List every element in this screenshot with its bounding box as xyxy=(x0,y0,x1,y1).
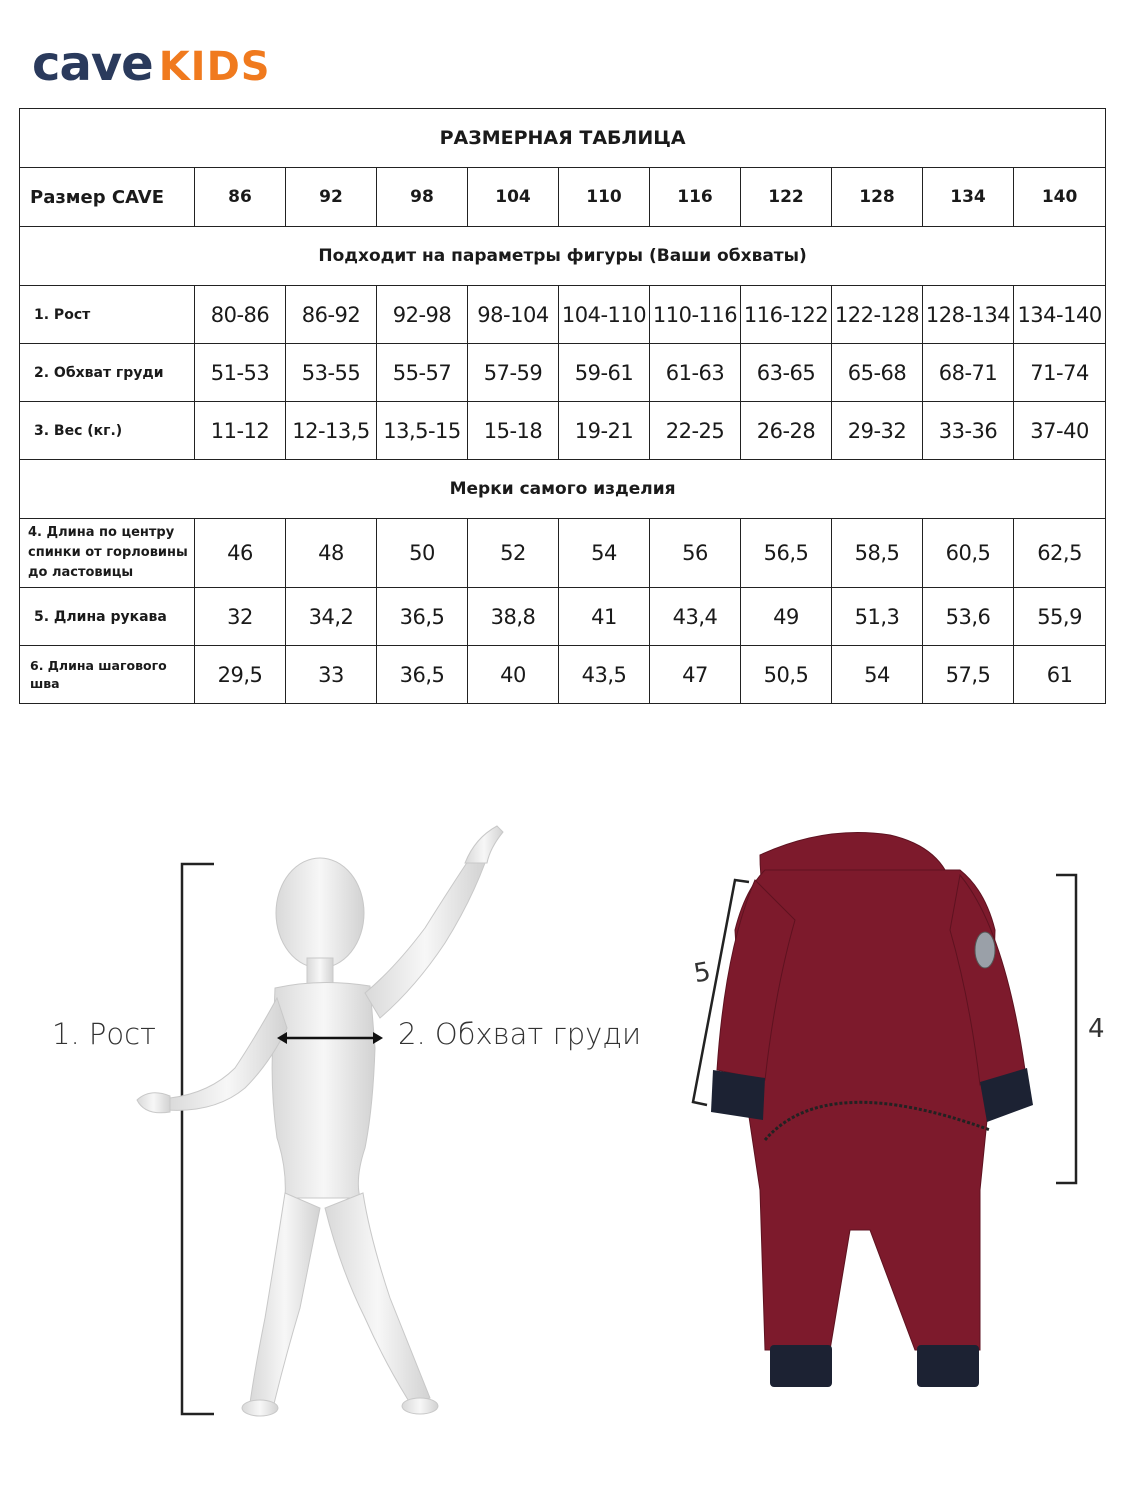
table-cell: 116-122 xyxy=(741,286,832,344)
table-cell: 59-61 xyxy=(559,344,650,402)
table-cell: 63-65 xyxy=(741,344,832,402)
table-cell: 110-116 xyxy=(650,286,741,344)
section-row xyxy=(20,227,1106,286)
table-cell: 46 xyxy=(195,519,286,588)
size-header-cell: 110 xyxy=(559,168,650,227)
table-cell: 52 xyxy=(468,519,559,588)
size-header-cell: 86 xyxy=(195,168,286,227)
mannequin-image xyxy=(125,818,515,1418)
table-row xyxy=(20,519,1106,588)
table-cell: 86-92 xyxy=(286,286,377,344)
table-cell: 62,5 xyxy=(1014,519,1106,588)
section-row xyxy=(20,460,1106,519)
back-length-number: 4 xyxy=(1088,1014,1105,1044)
table-cell: 98-104 xyxy=(468,286,559,344)
table-cell: 47 xyxy=(650,646,741,704)
size-label: Размер CAVE xyxy=(20,168,195,227)
table-cell: 56 xyxy=(650,519,741,588)
table-cell: 58,5 xyxy=(832,519,923,588)
table-cell: 13,5-15 xyxy=(377,402,468,460)
table-row xyxy=(20,344,1106,402)
size-header-cell: 134 xyxy=(923,168,1014,227)
table-cell: 26-28 xyxy=(741,402,832,460)
table-cell: 61 xyxy=(1014,646,1106,704)
table-cell: 50 xyxy=(377,519,468,588)
table-cell: 29-32 xyxy=(832,402,923,460)
table-cell: 57,5 xyxy=(923,646,1014,704)
section-heading: Мерки самого изделия xyxy=(20,460,1106,519)
table-cell: 37-40 xyxy=(1014,402,1106,460)
row-label: 6. Длина шагового шва xyxy=(20,646,195,704)
table-cell: 22-25 xyxy=(650,402,741,460)
table-cell: 57-59 xyxy=(468,344,559,402)
row-label: 2. Обхват груди xyxy=(20,344,195,402)
table-cell: 68-71 xyxy=(923,344,1014,402)
table-title-row xyxy=(20,109,1106,168)
back-length-bracket xyxy=(1052,872,1082,1187)
table-cell: 11-12 xyxy=(195,402,286,460)
figure-area xyxy=(0,800,1125,1450)
table-cell: 49 xyxy=(741,588,832,646)
table-cell: 33-36 xyxy=(923,402,1014,460)
table-cell: 36,5 xyxy=(377,588,468,646)
size-header-cell: 140 xyxy=(1014,168,1106,227)
table-cell: 29,5 xyxy=(195,646,286,704)
table-cell: 53-55 xyxy=(286,344,377,402)
logo-kids-text: KIDS xyxy=(158,44,271,90)
size-header-row xyxy=(20,168,1106,227)
table-cell: 71-74 xyxy=(1014,344,1106,402)
table-cell: 12-13,5 xyxy=(286,402,377,460)
row-label: 5. Длина рукава xyxy=(20,588,195,646)
table-row xyxy=(20,588,1106,646)
table-cell: 36,5 xyxy=(377,646,468,704)
table-cell: 65-68 xyxy=(832,344,923,402)
table-row xyxy=(20,286,1106,344)
table-cell: 54 xyxy=(559,519,650,588)
table-cell: 53,6 xyxy=(923,588,1014,646)
sleeve-number: 5 xyxy=(691,956,714,990)
logo-cave-text: cave xyxy=(32,36,153,92)
table-cell: 128-134 xyxy=(923,286,1014,344)
table-cell: 43,5 xyxy=(559,646,650,704)
size-header-cell: 122 xyxy=(741,168,832,227)
size-header-cell: 104 xyxy=(468,168,559,227)
table-cell: 134-140 xyxy=(1014,286,1106,344)
table-cell: 51-53 xyxy=(195,344,286,402)
table-cell: 60,5 xyxy=(923,519,1014,588)
table-cell: 40 xyxy=(468,646,559,704)
size-header-cell: 98 xyxy=(377,168,468,227)
row-label: 4. Длина по центру спинки от горловины до ластовицы xyxy=(20,519,195,588)
table-cell: 38,8 xyxy=(468,588,559,646)
table-cell: 32 xyxy=(195,588,286,646)
table-title: РАЗМЕРНАЯ ТАБЛИЦА xyxy=(20,109,1106,168)
table-cell: 50,5 xyxy=(741,646,832,704)
brand-logo xyxy=(32,36,271,92)
table-cell: 48 xyxy=(286,519,377,588)
jumpsuit-image xyxy=(705,830,1040,1400)
table-cell: 51,3 xyxy=(832,588,923,646)
size-header-cell: 116 xyxy=(650,168,741,227)
size-table xyxy=(19,108,1106,704)
table-cell: 15-18 xyxy=(468,402,559,460)
section-heading: Подходит на параметры фигуры (Ваши обхваты) xyxy=(20,227,1106,286)
chest-arrow xyxy=(275,1028,385,1048)
table-cell: 54 xyxy=(832,646,923,704)
table-cell: 19-21 xyxy=(559,402,650,460)
table-cell: 92-98 xyxy=(377,286,468,344)
row-label: 3. Вес (кг.) xyxy=(20,402,195,460)
table-cell: 41 xyxy=(559,588,650,646)
table-cell: 55,9 xyxy=(1014,588,1106,646)
chest-label: 2. Обхват груди xyxy=(398,1017,642,1051)
size-header-cell: 128 xyxy=(832,168,923,227)
table-cell: 34,2 xyxy=(286,588,377,646)
table-cell: 55-57 xyxy=(377,344,468,402)
height-label: 1. Рост xyxy=(48,1017,160,1051)
table-cell: 56,5 xyxy=(741,519,832,588)
row-label: 1. Рост xyxy=(20,286,195,344)
table-cell: 104-110 xyxy=(559,286,650,344)
table-row xyxy=(20,646,1106,704)
table-cell: 80-86 xyxy=(195,286,286,344)
table-row xyxy=(20,402,1106,460)
table-cell: 43,4 xyxy=(650,588,741,646)
table-cell: 61-63 xyxy=(650,344,741,402)
table-cell: 33 xyxy=(286,646,377,704)
size-header-cell: 92 xyxy=(286,168,377,227)
table-cell: 122-128 xyxy=(832,286,923,344)
